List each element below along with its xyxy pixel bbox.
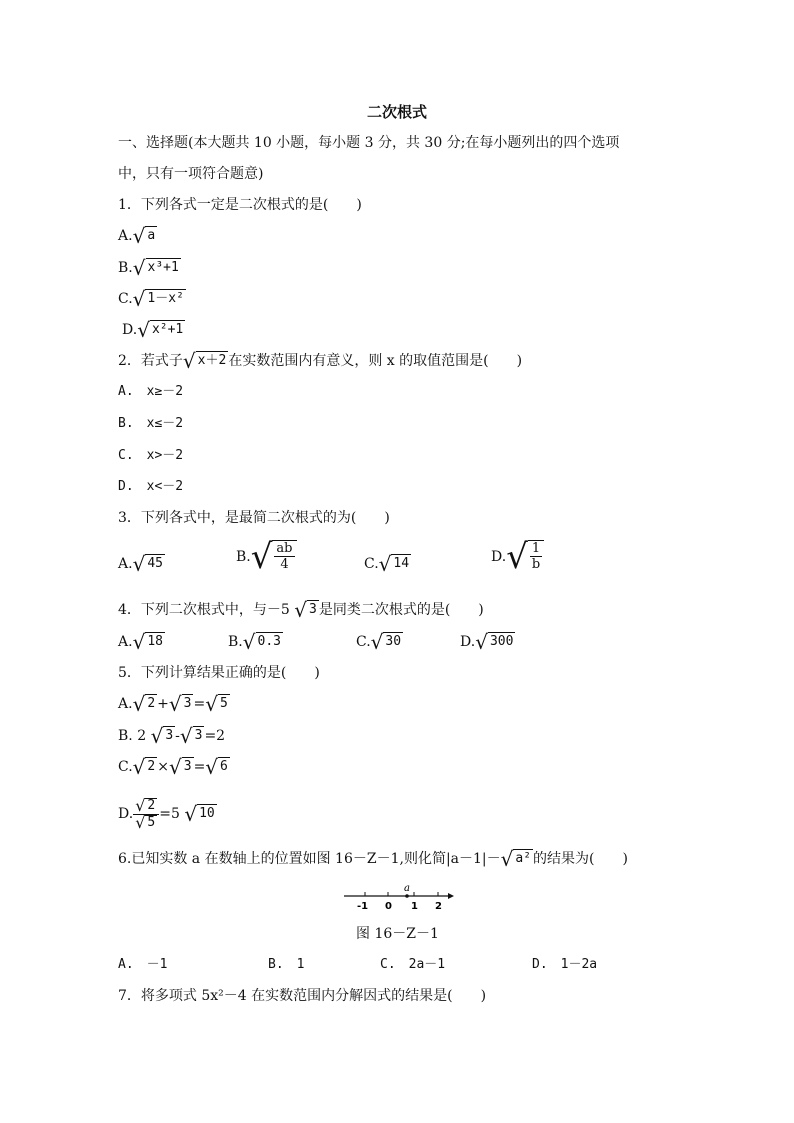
radical: √ 3 [179,724,203,748]
denominator: 4 [280,557,289,572]
option-label: B. [228,634,243,650]
tick-label: 2 [435,901,442,912]
radicand: 6 [218,757,230,777]
radical: √ a [132,224,156,248]
numerator [133,795,159,815]
radical: √ 18 [132,630,163,654]
radical: √ x³+1 [132,256,179,280]
section-heading-line1: 一、选择题(本大题共 10 小题，每小题 3 分，共 30 分;在每小题列出的四个选项 [118,135,620,151]
point-a-marker [405,894,409,898]
option-label: D. [118,806,134,822]
radicand: 10 [197,804,217,824]
fraction [274,541,294,572]
q3-stem: 3．下列各式中，是最简二次根式的为( ) [118,510,390,526]
radical: √ 45 [132,552,163,576]
operator: =5 [159,806,185,822]
q6-option-b: B. 1 [268,957,305,972]
radicand: 2 [147,797,156,813]
radicand: 45 [145,554,165,574]
option-label: D. [122,322,138,338]
q5-option-a [118,694,230,714]
operator: = [193,696,206,712]
option-label: B. [118,728,133,744]
q4-option-b [228,632,283,652]
radical: √ x＋2 [182,349,227,373]
q1-option-a [118,226,157,246]
radical: √ 3 [168,755,192,779]
point-a-label: a [404,883,410,894]
radicand: 14 [391,554,411,574]
q2-option-a: A. x≥－2 [118,384,184,399]
radical: √ 2 [132,755,156,779]
q6-stem [118,849,628,869]
radicand: a [145,226,157,246]
q1-option-c [118,289,186,309]
radicand: 3 [307,600,319,620]
q6-option-a: A. －1 [118,957,168,972]
option-label: A. [118,696,133,712]
denominator: b [531,557,541,572]
radicand: x＋2 [196,351,229,371]
operator: × [157,759,169,775]
q6-option-c: C. 2a－1 [380,957,446,972]
option-label: D. [491,549,507,565]
operator: - [175,728,180,744]
radicand: 3 [193,726,205,746]
document-title: 二次根式 [366,103,427,121]
stem-text: 6.已知实数 a 在数轴上的位置如图 16－Z－1,则化简|a－1|－ [118,851,501,867]
number-line-figure [340,882,460,912]
radical: √ a² [500,847,532,871]
radical: √ 3 [150,724,174,748]
q5-option-c [118,757,230,777]
radicand: 1－x² [145,289,185,309]
q2-option-d: D. x<－2 [118,479,184,494]
option-label: D. [460,634,476,650]
q4-option-c [356,632,403,652]
operator: =2 [204,728,226,744]
q5-option-b [118,726,225,746]
numerator: 1 [531,541,541,556]
stem-text: 2．若式子 [118,353,183,369]
section-heading-line2: 中，只有一项符合题意) [118,166,264,182]
q2-option-c: C. x>－2 [118,448,184,463]
arrow-icon [448,893,454,899]
radicand: x²+1 [150,320,185,340]
radical: √ 6 [205,755,228,779]
option-label: B. [118,260,133,276]
q4-option-a [118,632,165,652]
option-label: C. [118,759,133,775]
radical: √ 0.3 [242,630,281,654]
q3-option-d [491,537,544,577]
radical: √ 1－x² [132,287,184,311]
radical: √ 300 [475,630,514,654]
radicand: 3 [182,757,194,777]
q3-option-c [364,554,411,574]
radical: √ 14 [378,552,410,576]
q1-option-d [122,320,185,340]
radical: √ $\frac{ab}{4}$ [251,540,297,574]
q4-stem [118,600,484,620]
q6-option-d: D. 1－2a [532,957,598,972]
tick-label: 1 [411,901,418,912]
figure-caption: 图 16－Z－1 [356,926,439,942]
fraction [530,541,542,572]
option-label: C. [364,556,379,572]
q3-option-b [236,537,297,577]
option-label: B. [236,549,251,565]
coefficient: 2 [137,728,151,744]
radicand: 300 [488,632,515,652]
denominator [133,812,159,832]
q2-option-b: B. x≤－2 [118,416,184,431]
option-label: C. [356,634,371,650]
radicand: 5 [218,694,230,714]
option-label: C. [118,291,133,307]
radicand: 30 [383,632,403,652]
radicand: 18 [145,632,165,652]
q5-stem: 5．下列计算结果正确的是( ) [118,665,320,681]
q1-stem: 1．下列各式一定是二次根式的是( ) [118,197,362,213]
radical: √ 5 [205,692,228,716]
radicand: 0.3 [256,632,283,652]
q3-option-a [118,554,165,574]
radicand: 2 [145,757,157,777]
radicand: 5 [147,814,156,830]
option-label: A. [118,228,133,244]
tick-label: 0 [385,901,392,912]
radical: √ $\frac{1}{b}$ [506,540,544,574]
radicand: 2 [145,694,157,714]
radical: √ 5 [135,812,156,832]
radicand: 3 [163,726,175,746]
tick-label: -1 [357,901,369,912]
option-label: A. [118,556,133,572]
q5-option-d [118,794,217,834]
radical: √ 2 [132,692,156,716]
operator: = [193,759,206,775]
operator: + [157,696,169,712]
stem-text: 是同类二次根式的是( ) [318,602,484,618]
numerator: ab [276,541,293,556]
radical: √ x²+1 [137,318,184,342]
q2-stem [118,351,522,371]
option-label: A. [118,634,133,650]
radical: √ 30 [370,630,402,654]
radical: √ 10 [184,802,215,826]
radicand: x³+1 [146,258,181,278]
stem-text: 4．下列二次根式中，与－5 [118,602,295,618]
radicand: 3 [182,694,194,714]
stem-text: 在实数范围内有意义，则 x 的取值范围是( ) [228,353,523,369]
radical: √ 3 [294,598,317,622]
stem-text: 的结果为( ) [533,851,628,867]
radicand: a² [513,849,533,869]
q1-option-b [118,258,181,278]
q7-stem: 7．将多项式 5x²－4 在实数范围内分解因式的结果是( ) [118,988,487,1004]
q4-option-d [460,632,515,652]
radical: √ 2 [135,795,156,815]
fraction [133,795,159,832]
radical: √ 3 [168,692,192,716]
